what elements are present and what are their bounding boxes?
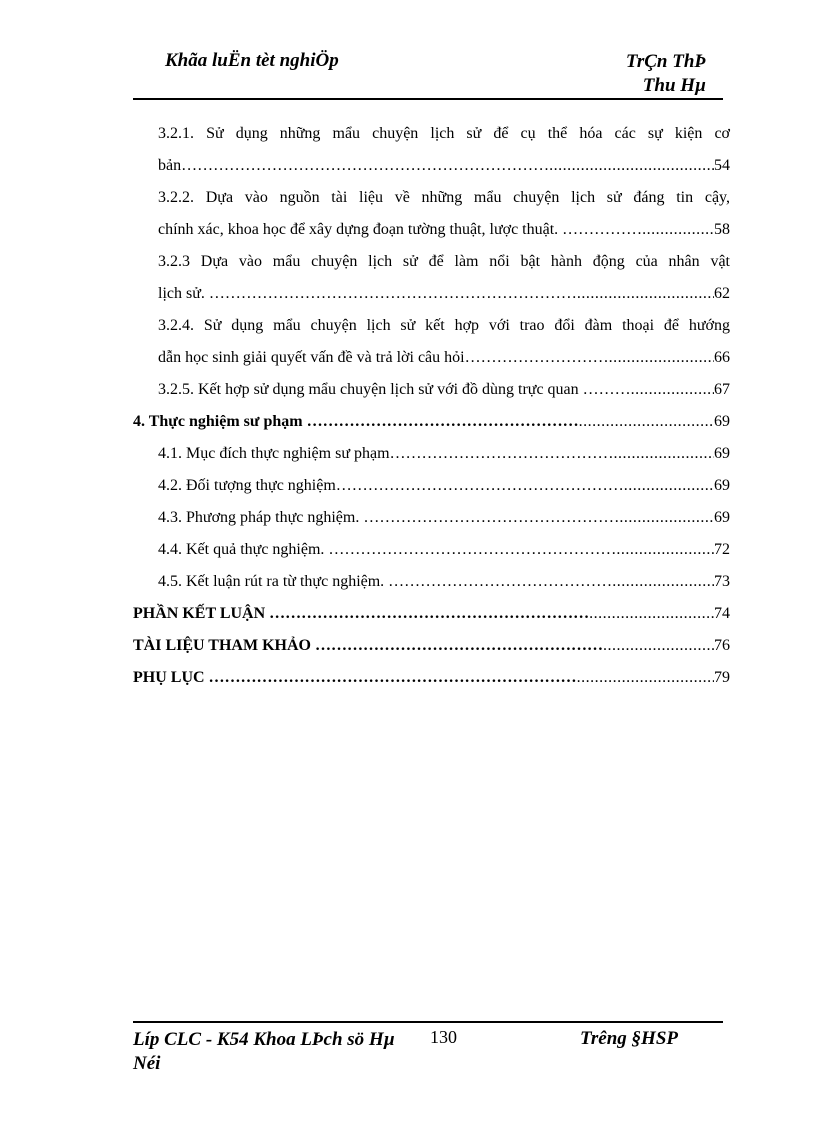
toc-entry-text: 3.2.3 Dựa vào mẩu chuyện lịch sử để làm nổi bật hành động của nhân vật: [158, 253, 730, 270]
toc-entry: [133, 566, 730, 598]
toc-entry: [133, 310, 730, 374]
toc-page-number: 58: [714, 221, 730, 238]
toc-page-number: 69: [714, 509, 730, 526]
footer-rule: [133, 1021, 723, 1023]
toc-entry-line: [158, 342, 730, 374]
toc-entry: [133, 470, 730, 502]
toc-page-number: 69: [714, 413, 730, 430]
running-header-author: [586, 50, 706, 98]
toc-page-number: 69: [714, 445, 730, 462]
toc-entry: [133, 406, 730, 438]
toc-entry-line: [158, 150, 730, 182]
toc-entry: [133, 662, 730, 694]
toc-entry-text: 4. Thực nghiệm sư phạm ……………………………………………: [133, 413, 579, 430]
toc-entry: [133, 374, 730, 406]
toc-entry-line: [158, 502, 730, 534]
page-number: 130: [430, 1027, 457, 1047]
toc-page-number: 69: [714, 477, 730, 494]
toc-leader-dots: [616, 534, 714, 566]
toc-entry: [133, 630, 730, 662]
toc-page-number: 74: [714, 605, 730, 622]
toc-entry-text: 4.4. Kết quả thực nghiệm. ………………………………………………: [158, 541, 617, 558]
toc-entry: [133, 534, 730, 566]
toc-page-number: 76: [714, 637, 730, 654]
toc-entry-text: 4.3. Phương pháp thực nghiệm. …………………………………………: [158, 509, 620, 526]
toc-entry-text: 3.2.4. Sử dụng mẩu chuyện lịch sử kết hợp với trao đổi đàm thoại để hướng: [158, 317, 730, 334]
toc-entry-text: bản……………………………………………………………: [158, 157, 550, 174]
toc-entry-text: TÀI LIỆU THAM KHẢO ………………………………………………: [133, 637, 603, 654]
toc-leader-dots: [631, 374, 714, 406]
toc-entry-text: 3.2.1. Sử dụng những mẩu chuyện lịch sử để cụ thể hóa các sự kiện cơ: [158, 125, 730, 142]
toc-page-number: 73: [714, 573, 730, 590]
toc-entry-text: 4.1. Mục đích thực nghiệm sư phạm……………………………………: [158, 445, 614, 462]
toc-entry: [133, 502, 730, 534]
toc-leader-dots: [614, 438, 714, 470]
toc-entry-line: [133, 406, 730, 438]
toc-entry-text: 3.2.2. Dựa vào nguồn tài liệu về những mẩu chuyện lịch sử đáng tin cậy,: [158, 189, 730, 206]
toc-entry-line: [133, 630, 730, 662]
toc-leader-dots: [577, 662, 714, 694]
toc-entry-line: [158, 534, 730, 566]
toc-leader-dots: [579, 406, 714, 438]
toc-leader-dots: [612, 566, 714, 598]
toc-entry-text: lịch sử. ……………………………………………………………: [158, 285, 577, 302]
toc-entry-text: 4.5. Kết luận rút ra từ thực nghiệm. ……………………………………: [158, 573, 613, 590]
toc-entry: [133, 182, 730, 246]
toc-leader-dots: [619, 502, 714, 534]
table-of-contents: [133, 118, 730, 694]
toc-entry-text: PHẦN KẾT LUẬN ……………………………………………………: [133, 605, 590, 622]
toc-entry: [133, 246, 730, 310]
toc-leader-dots: [603, 630, 714, 662]
toc-leader-dots: [589, 598, 714, 630]
toc-entry-text: 4.2. Đối tượng thực nghiệm………………………………………………: [158, 477, 624, 494]
toc-leader-dots: [577, 278, 714, 310]
toc-entry-line: [158, 374, 730, 406]
toc-entry-text: dẫn học sinh giải quyết vấn đề và trả lời câu hỏi………………………: [158, 349, 609, 366]
toc-entry-line: [158, 214, 730, 246]
toc-entry: [133, 598, 730, 630]
toc-leader-dots: [642, 214, 714, 246]
toc-entry-text: 3.2.5. Kết hợp sử dụng mẩu chuyện lịch sử với đồ dùng trực quan ………: [158, 381, 631, 398]
author-line-1: TrÇn ThÞ: [625, 51, 706, 72]
toc-page-number: 79: [714, 669, 730, 686]
toc-leader-dots: [609, 342, 714, 374]
toc-entry-line: [133, 598, 730, 630]
running-header-title: Khãa luËn tèt nghiÖp: [165, 50, 339, 71]
author-line-2: Thu Hµ: [642, 75, 706, 96]
toc-entry-line: [158, 566, 730, 598]
footer-class-label: Líp CLC - K54 Khoa LÞch sö Hµ Néi: [133, 1029, 395, 1074]
toc-entry-text: PHỤ LỤC ……………………………………………………………: [133, 669, 577, 686]
toc-entry-line: [158, 470, 730, 502]
toc-page-number: 67: [714, 381, 730, 398]
toc-entry: [133, 118, 730, 182]
toc-page-number: 72: [714, 541, 730, 558]
toc-leader-dots: [624, 470, 714, 502]
toc-page-number: 62: [714, 285, 730, 302]
toc-entry-line: [158, 278, 730, 310]
toc-entry-line: [158, 438, 730, 470]
toc-entry-text: chính xác, khoa học để xây dựng đoạn tường thuật, lược thuật. ……………: [158, 221, 643, 238]
toc-entry-line: [133, 662, 730, 694]
toc-page-number: 54: [714, 157, 730, 174]
toc-entry: [133, 438, 730, 470]
toc-leader-dots: [549, 150, 714, 182]
footer-university: Trêng §HSP: [580, 1028, 678, 1049]
header-rule: [133, 98, 723, 100]
toc-page-number: 66: [714, 349, 730, 366]
